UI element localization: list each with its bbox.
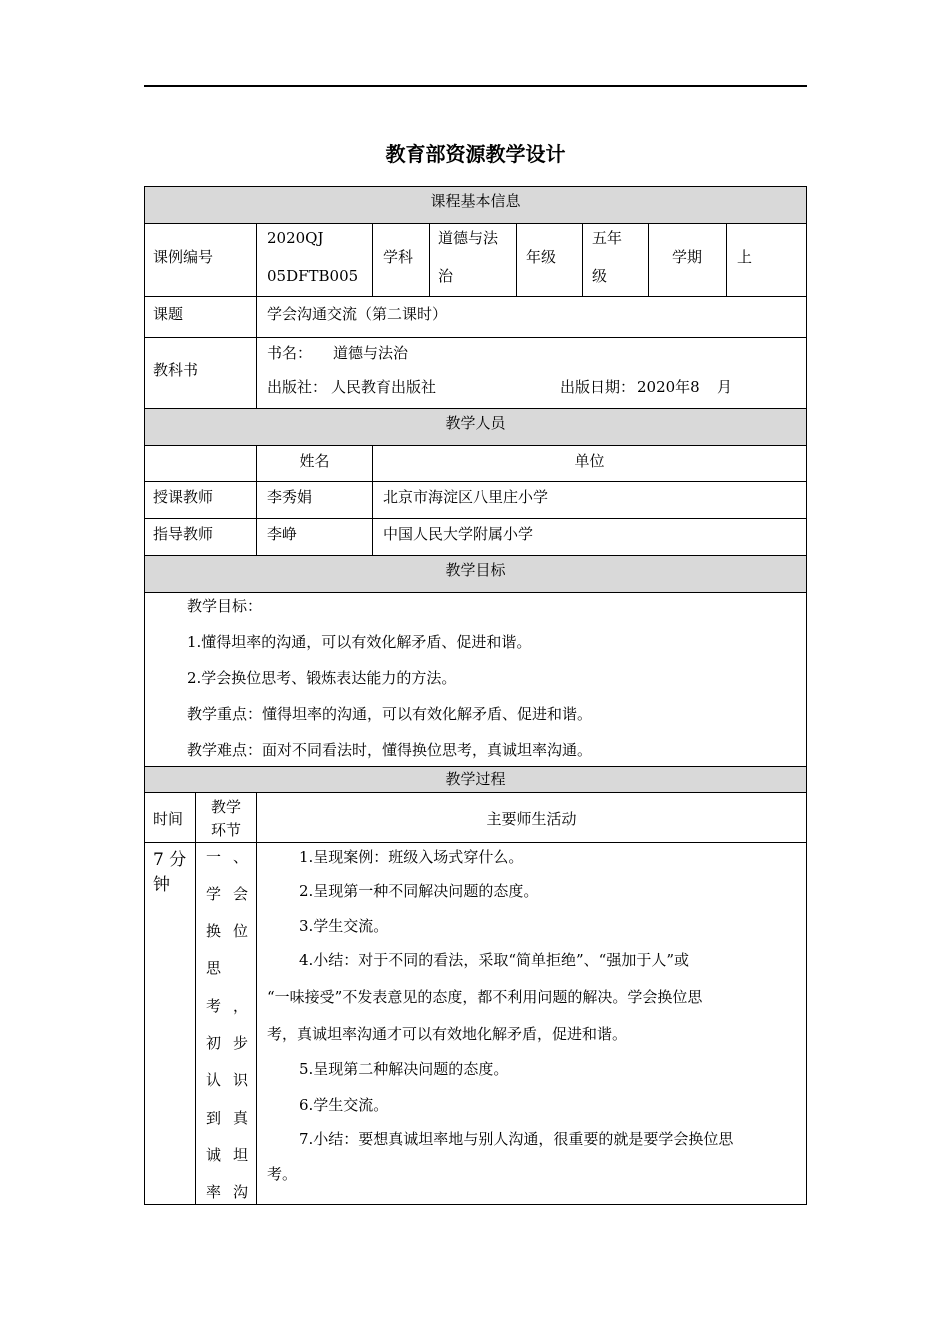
stage-line: 学 会 bbox=[206, 885, 248, 903]
grade-label: 年级 bbox=[526, 248, 557, 266]
header-rule bbox=[144, 85, 807, 87]
staff-role: 授课教师 bbox=[153, 488, 214, 506]
activity-line: 考，真诚坦率沟通才可以有效地化解矛盾，促进和谐。 bbox=[267, 1025, 628, 1043]
grade-value-line2: 级 bbox=[592, 267, 608, 285]
goal-line: 1.懂得坦率的沟通，可以有效化解矛盾、促进和谐。 bbox=[187, 633, 532, 651]
section-header-goals: 教学目标 bbox=[144, 555, 807, 593]
process-time-line2: 钟 bbox=[153, 875, 170, 895]
staff-role: 指导教师 bbox=[153, 525, 214, 543]
grade-value-line1: 五年 bbox=[592, 229, 623, 247]
row-divider bbox=[144, 337, 807, 338]
term-label: 学期 bbox=[672, 248, 703, 266]
activity-line: 4.小结：对于不同的看法，采取“简单拒绝”、“强加于人”或 bbox=[299, 951, 689, 969]
activity-line: 考。 bbox=[267, 1165, 298, 1183]
staff-name: 李峥 bbox=[267, 525, 298, 543]
stage-line: 率 沟 bbox=[206, 1183, 248, 1201]
activity-line: 6.学生交流。 bbox=[299, 1096, 389, 1114]
goals-list bbox=[187, 588, 592, 768]
process-time-line1: 7 分 bbox=[153, 850, 187, 870]
goal-line: 教学目标： bbox=[187, 597, 263, 615]
staff-col-name: 姓名 bbox=[299, 452, 330, 470]
textbook-label: 教科书 bbox=[153, 361, 199, 379]
code-label: 课例编号 bbox=[153, 248, 214, 266]
staff-unit: 中国人民大学附属小学 bbox=[383, 525, 534, 543]
code-value-line1: 2020QJ bbox=[267, 229, 324, 247]
subject-value-line2: 治 bbox=[438, 267, 454, 285]
stage-line: 到 真 bbox=[206, 1109, 248, 1127]
section-header-process: 教学过程 bbox=[144, 766, 807, 793]
row-divider bbox=[144, 296, 807, 297]
topic-label: 课题 bbox=[153, 305, 184, 323]
basic-info-table bbox=[144, 223, 807, 409]
process-col-stage-line2: 环节 bbox=[210, 821, 241, 839]
goal-line: 2.学会换位思考、锻炼表达能力的方法。 bbox=[187, 669, 457, 687]
publisher-label: 出版社： bbox=[267, 378, 328, 396]
row-divider bbox=[144, 518, 807, 519]
staff-unit: 北京市海淀区八里庄小学 bbox=[383, 488, 549, 506]
page-title: 教育部资源教学设计 bbox=[385, 142, 566, 166]
col-divider bbox=[516, 223, 517, 296]
code-value-line2: 05DFTB005 bbox=[267, 267, 359, 285]
activity-line: 1.呈现案例：班级入场式穿什么。 bbox=[299, 848, 524, 866]
pub-date-year: 2020年8 bbox=[637, 378, 700, 396]
pub-date-label: 出版日期： bbox=[560, 378, 636, 396]
col-divider bbox=[256, 792, 257, 1205]
pub-date-month: 月 bbox=[717, 378, 733, 396]
activity-line: “一味接受”不发表意见的态度，都不利用问题的解决。学会换位思 bbox=[267, 988, 703, 1006]
col-divider bbox=[195, 792, 196, 1205]
staff-col-unit: 单位 bbox=[574, 452, 605, 470]
book-name-value: 道德与法治 bbox=[333, 344, 409, 362]
col-divider bbox=[429, 223, 430, 296]
row-divider bbox=[144, 842, 807, 843]
section-header-staff: 教学人员 bbox=[144, 408, 807, 446]
stage-line: 初 步 bbox=[206, 1034, 248, 1052]
activity-line: 3.学生交流。 bbox=[299, 917, 389, 935]
subject-label: 学科 bbox=[383, 248, 414, 266]
row-divider bbox=[144, 481, 807, 482]
staff-name: 李秀娟 bbox=[267, 488, 313, 506]
stage-line: 认 识 bbox=[206, 1071, 248, 1089]
activity-line: 7.小结：要想真诚坦率地与别人沟通，很重要的就是要学会换位思 bbox=[299, 1130, 734, 1148]
stage-line: 诚 坦 bbox=[206, 1146, 248, 1164]
topic-value: 学会沟通交流（第二课时） bbox=[267, 305, 448, 323]
stage-line: 考 ， bbox=[206, 997, 248, 1015]
col-divider bbox=[582, 223, 583, 296]
book-name-label: 书名： bbox=[267, 344, 313, 362]
goal-line: 教学难点：面对不同看法时，懂得换位思考，真诚坦率沟通。 bbox=[187, 741, 593, 759]
goal-line: 教学重点：懂得坦率的沟通，可以有效化解矛盾、促进和谐。 bbox=[187, 705, 593, 723]
process-col-time: 时间 bbox=[153, 810, 184, 828]
process-col-activity: 主要师生活动 bbox=[486, 810, 577, 828]
stage-line: 一 、 bbox=[206, 848, 248, 866]
subject-value-line1: 道德与法 bbox=[438, 229, 499, 247]
col-divider bbox=[372, 223, 373, 296]
process-col-stage-line1: 教学 bbox=[210, 798, 241, 816]
activity-line: 2.呈现第一种不同解决问题的态度。 bbox=[299, 882, 539, 900]
section-header-basic-info: 课程基本信息 bbox=[144, 186, 807, 224]
col-divider bbox=[648, 223, 649, 296]
col-divider bbox=[256, 223, 257, 409]
publisher-value: 人民教育出版社 bbox=[331, 378, 437, 396]
col-divider bbox=[726, 223, 727, 296]
activity-line: 5.呈现第二种解决问题的态度。 bbox=[299, 1060, 509, 1078]
stage-line: 思 bbox=[206, 959, 222, 977]
term-value: 上 bbox=[737, 248, 753, 266]
stage-line: 换 位 bbox=[206, 922, 248, 940]
